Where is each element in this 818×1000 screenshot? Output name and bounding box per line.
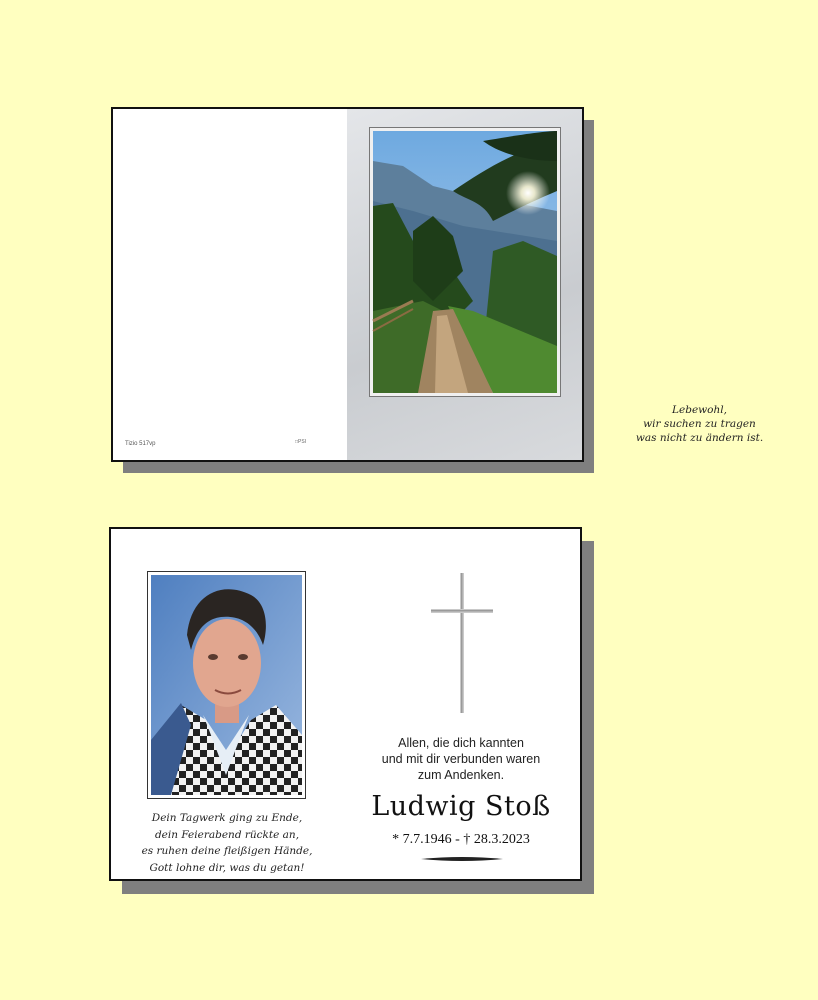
product-code: Tizio 517vp (125, 441, 156, 447)
poem-verse: Dein Tagwerk ging zu Ende, dein Feierabend rückte an, es ruhen deine fleißigen Hände, Gott lohne dir, was du getan! (141, 812, 313, 874)
card1-right-panel (347, 109, 764, 460)
portrait-frame (147, 571, 306, 799)
publisher-logo: □PSI (295, 439, 307, 445)
divider-ornament (421, 855, 503, 863)
man-portrait-photo (151, 575, 302, 795)
card1-left-panel (113, 109, 347, 460)
mountain-path-photo (373, 131, 557, 393)
dedication-text: Allen, die dich kannten und mit dir verbunden waren zum Andenken. (381, 736, 541, 782)
life-dates: * 7.7.1946 - † 28.3.2023 (392, 832, 530, 847)
farewell-verse: Lebewohl, wir suchen zu tragen was nicht zu ändern ist. (635, 404, 764, 444)
landscape-photo-frame (369, 127, 561, 397)
inner-card (109, 527, 582, 881)
deceased-name: Ludwig Stoß (371, 791, 551, 822)
front-card (111, 107, 764, 462)
cross-icon (431, 573, 493, 713)
